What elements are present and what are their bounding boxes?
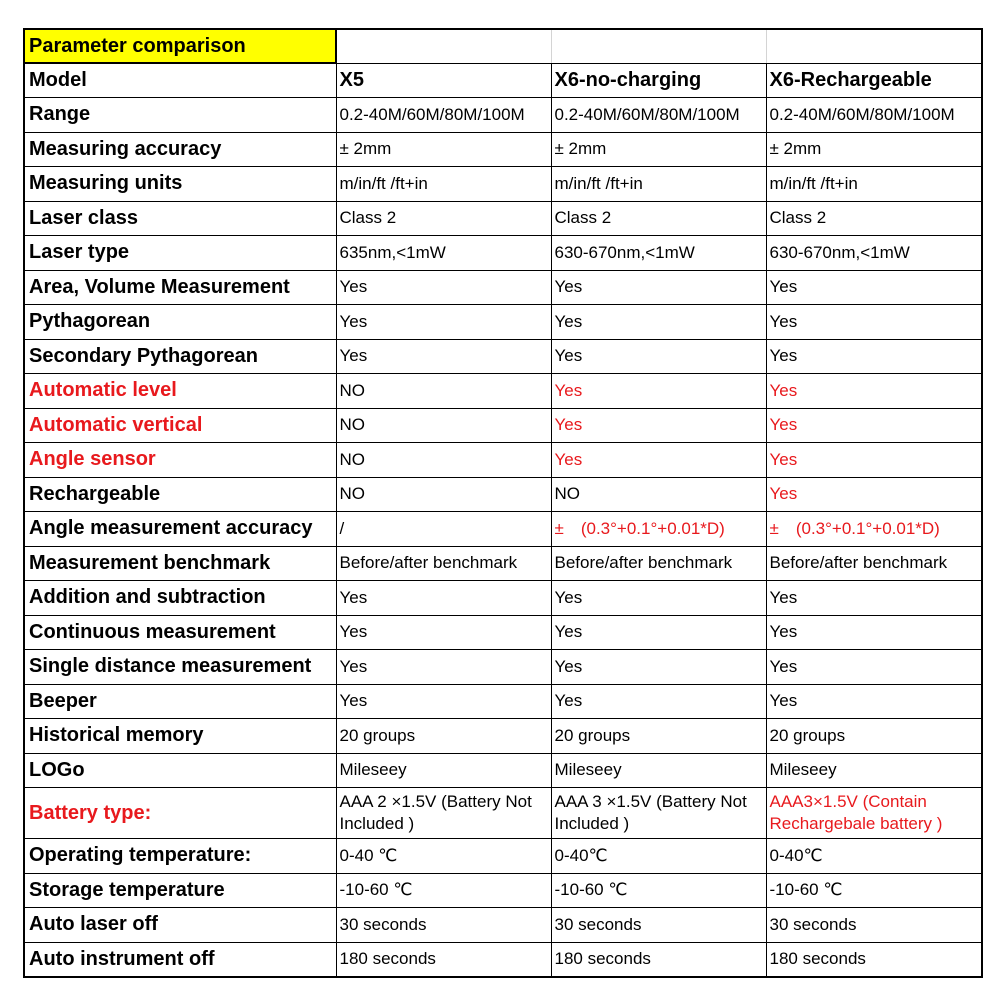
parameter-label: Historical memory [24, 719, 336, 754]
value-cell: -10-60 ℃ [336, 873, 551, 908]
value-cell: Yes [766, 581, 982, 616]
parameter-label: Continuous measurement [24, 615, 336, 650]
table-row [24, 236, 982, 271]
table-row [24, 650, 982, 685]
parameter-label: LOGo [24, 753, 336, 788]
empty-cell [336, 29, 551, 63]
value-cell: Yes [551, 408, 766, 443]
value-cell: Yes [766, 270, 982, 305]
value-cell: Mileseey [551, 753, 766, 788]
value-cell: m/in/ft /ft+in [766, 167, 982, 202]
value-cell: Yes [766, 615, 982, 650]
table-row [24, 873, 982, 908]
value-cell: Yes [551, 684, 766, 719]
table-row [24, 753, 982, 788]
parameter-label: Storage temperature [24, 873, 336, 908]
parameter-label: Laser class [24, 201, 336, 236]
parameter-label: Auto laser off [24, 908, 336, 943]
value-cell: Yes [551, 270, 766, 305]
value-cell: m/in/ft /ft+in [551, 167, 766, 202]
value-cell: Yes [336, 270, 551, 305]
table-row [24, 443, 982, 478]
value-cell: 30 seconds [336, 908, 551, 943]
parameter-label: Battery type: [24, 788, 336, 839]
value-cell: Yes [766, 684, 982, 719]
value-cell: Class 2 [551, 201, 766, 236]
value-cell: Yes [551, 443, 766, 478]
value-cell: -10-60 ℃ [766, 873, 982, 908]
table-row [24, 408, 982, 443]
value-cell: AAA 2 ×1.5V (Battery Not Included ) [336, 788, 551, 839]
table-row [24, 839, 982, 874]
value-cell: Class 2 [336, 201, 551, 236]
value-cell: Yes [336, 305, 551, 340]
value-cell: m/in/ft /ft+in [336, 167, 551, 202]
value-cell: Before/after benchmark [336, 546, 551, 581]
value-cell: ± (0.3°+0.1°+0.01*D) [766, 512, 982, 547]
model-name-cell: X5 [336, 63, 551, 98]
table-row [24, 98, 982, 133]
model-header-label: Model [24, 63, 336, 98]
value-cell: Yes [551, 615, 766, 650]
value-cell: 630-670nm,<1mW [766, 236, 982, 271]
parameter-label: Automatic level [24, 374, 336, 409]
table-row [24, 581, 982, 616]
table-row [24, 270, 982, 305]
parameter-label: Measuring accuracy [24, 132, 336, 167]
value-cell: Yes [766, 374, 982, 409]
value-cell: 180 seconds [766, 942, 982, 977]
table-row [24, 201, 982, 236]
table-row [24, 477, 982, 512]
empty-cell [551, 29, 766, 63]
value-cell: Yes [766, 305, 982, 340]
value-cell: Yes [551, 374, 766, 409]
value-cell: 0.2-40M/60M/80M/100M [551, 98, 766, 133]
value-cell: 30 seconds [766, 908, 982, 943]
value-cell: 0-40℃ [551, 839, 766, 874]
table-row [24, 684, 982, 719]
table-row [24, 615, 982, 650]
value-cell: NO [336, 374, 551, 409]
value-cell: / [336, 512, 551, 547]
value-cell: Yes [551, 650, 766, 685]
value-cell: Before/after benchmark [766, 546, 982, 581]
value-cell: 0.2-40M/60M/80M/100M [766, 98, 982, 133]
table-row [24, 719, 982, 754]
value-cell: ± (0.3°+0.1°+0.01*D) [551, 512, 766, 547]
value-cell: Yes [336, 581, 551, 616]
value-cell: Class 2 [766, 201, 982, 236]
parameter-label: Measurement benchmark [24, 546, 336, 581]
table-row [24, 942, 982, 977]
table-row [24, 788, 982, 839]
parameter-label: Area, Volume Measurement [24, 270, 336, 305]
empty-cell [766, 29, 982, 63]
parameter-label: Angle measurement accuracy [24, 512, 336, 547]
parameter-comparison-table [23, 28, 983, 978]
table-row [24, 339, 982, 374]
value-cell: Yes [336, 339, 551, 374]
value-cell: Yes [336, 684, 551, 719]
value-cell: NO [336, 443, 551, 478]
model-name-cell: X6-no-charging [551, 63, 766, 98]
value-cell: Yes [336, 650, 551, 685]
table-row [24, 374, 982, 409]
parameter-label: Laser type [24, 236, 336, 271]
value-cell: 0.2-40M/60M/80M/100M [336, 98, 551, 133]
model-name-cell: X6-Rechargeable [766, 63, 982, 98]
value-cell: NO [551, 477, 766, 512]
parameter-label: Automatic vertical [24, 408, 336, 443]
table-row [24, 167, 982, 202]
parameter-label: Auto instrument off [24, 942, 336, 977]
value-cell: Before/after benchmark [551, 546, 766, 581]
value-cell: Yes [551, 339, 766, 374]
value-cell: 180 seconds [551, 942, 766, 977]
value-cell: Yes [766, 339, 982, 374]
value-cell: Yes [551, 305, 766, 340]
value-cell: Mileseey [336, 753, 551, 788]
value-cell: AAA 3 ×1.5V (Battery Not Included ) [551, 788, 766, 839]
value-cell: 20 groups [551, 719, 766, 754]
table-row [24, 512, 982, 547]
value-cell: NO [336, 408, 551, 443]
parameter-label: Single distance measurement [24, 650, 336, 685]
value-cell: NO [336, 477, 551, 512]
value-cell: Yes [551, 581, 766, 616]
value-cell: 20 groups [766, 719, 982, 754]
parameter-label: Addition and subtraction [24, 581, 336, 616]
parameter-label: Rechargeable [24, 477, 336, 512]
value-cell: Yes [336, 615, 551, 650]
title-row [24, 29, 982, 63]
header-row [24, 63, 982, 98]
value-cell: -10-60 ℃ [551, 873, 766, 908]
value-cell: 0-40 ℃ [336, 839, 551, 874]
parameter-label: Operating temperature: [24, 839, 336, 874]
value-cell: Yes [766, 477, 982, 512]
table-row [24, 546, 982, 581]
value-cell: ± 2mm [766, 132, 982, 167]
table-title: Parameter comparison [24, 29, 336, 63]
parameter-label: Measuring units [24, 167, 336, 202]
parameter-label: Secondary Pythagorean [24, 339, 336, 374]
value-cell: 180 seconds [336, 942, 551, 977]
value-cell: ± 2mm [336, 132, 551, 167]
value-cell: 20 groups [336, 719, 551, 754]
parameter-label: Range [24, 98, 336, 133]
value-cell: AAA3×1.5V (Contain Rechargebale battery ) [766, 788, 982, 839]
table-row [24, 908, 982, 943]
value-cell: Yes [766, 408, 982, 443]
parameter-label: Angle sensor [24, 443, 336, 478]
value-cell: 30 seconds [551, 908, 766, 943]
parameter-label: Pythagorean [24, 305, 336, 340]
parameter-label: Beeper [24, 684, 336, 719]
value-cell: 0-40℃ [766, 839, 982, 874]
value-cell: Yes [766, 443, 982, 478]
value-cell: ± 2mm [551, 132, 766, 167]
value-cell: Yes [766, 650, 982, 685]
table-row [24, 132, 982, 167]
table-row [24, 305, 982, 340]
value-cell: 630-670nm,<1mW [551, 236, 766, 271]
value-cell: 635nm,<1mW [336, 236, 551, 271]
value-cell: Mileseey [766, 753, 982, 788]
